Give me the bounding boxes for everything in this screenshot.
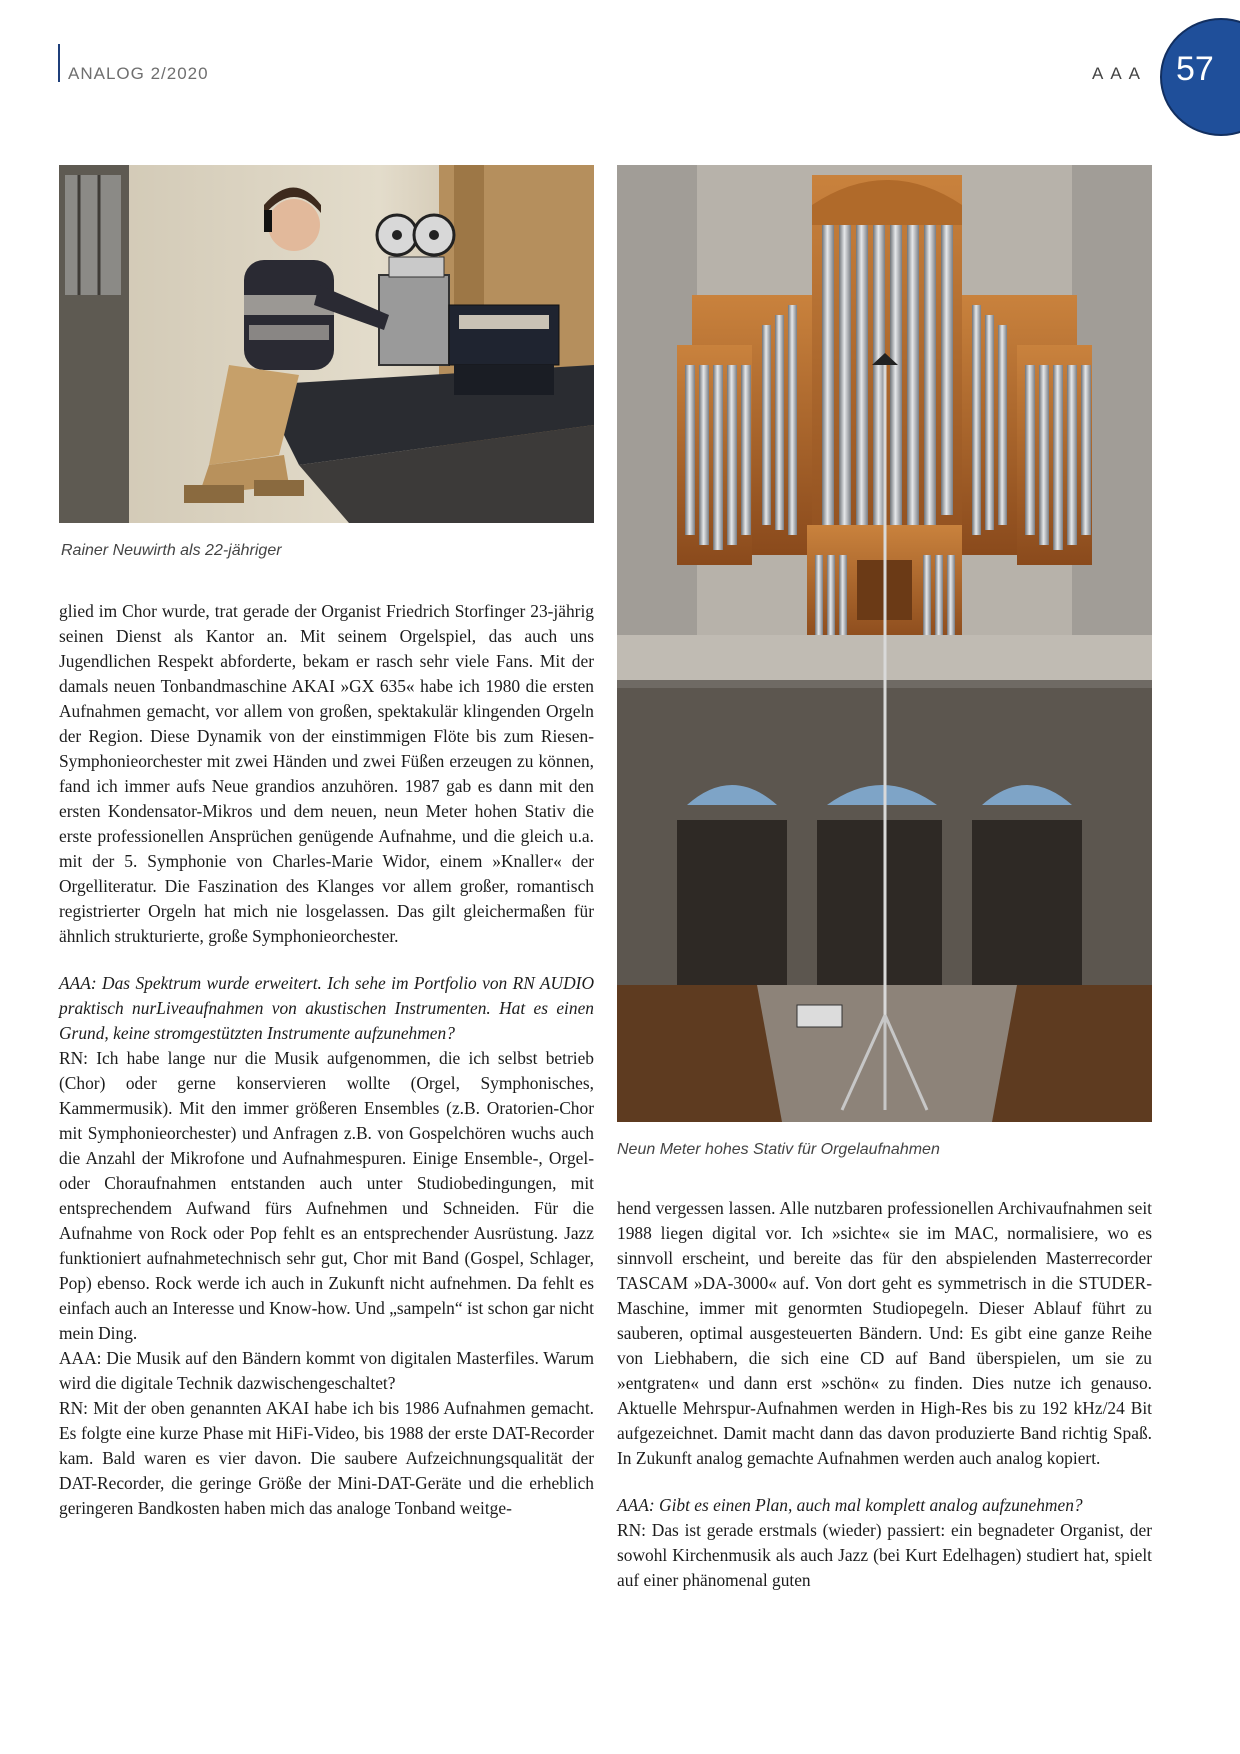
paragraph: glied im Chor wurde, trat gerade der Organist Friedrich Storfinger 23-jährig seinen Dienst als Kantor an. Mit seinem Orgelspiel, das auch uns Jugendlichen Respekt abforderte, bekam er rasch sehr viele Fans. Mit der damals neuen Tonbandmaschine AKAI »GX 635« habe ich 1980 die ersten Aufnahmen gemacht, vor allem von großen, spektakulär klingenden Orgeln der Region. Diese Dynamik von der einstimmigen Flöte bis zum Riesen-Symphonieorchester mit zwei Händen und zwei Füßen erzeugen zu können, fand ich immer aufs Neue grandios anzuhören. 1987 gab es dann mit den ersten Kondensator-Mikros und dem neuen, neun Meter hohen Stativ die erste professionellen Ansprüchen genügende Aufnahme, und die gleich u.a. mit der 5. Symphonie von Charles-Marie Widor, einem »Knaller« der Orgelliteratur. Die Faszination des Klanges vor allem großer, romantisch registrierter Orgeln hat mich nie losgelassen. Das gilt gleichermaßen für ähnlich strukturierte, große Symphonieorchester. (59, 601, 594, 946)
article-column-right (617, 1196, 1152, 1593)
paragraph: RN: Mit der oben genannten AKAI habe ich bis 1986 Aufnahmen gemacht. Es folgte eine kurze Phase mit HiFi-Video, bis 1988 der erste DAT-Recorder kam. Bald waren es vier davon. Die saubere Aufzeichnungsqualität der DAT-Recorder, die geringe Größe der Mini-DAT-Geräte und die erheblich geringeren Bandkosten haben mich das analoge Tonband weitge- (59, 1398, 594, 1518)
interview-question: AAA: Das Spektrum wurde erweitert. Ich sehe im Portfolio von RN AUDIO praktisch nurLiveaufnahmen von akustischen Instrumenten. Hat es einen Grund, keine stromgestützten Instrumente aufzunehmen? (59, 973, 594, 1043)
photo-2-caption: Neun Meter hohes Stativ für Orgelaufnahmen (617, 1141, 940, 1158)
paragraph: RN: Das ist gerade erstmals (wieder) passiert: ein begnadeter Organist, der sowohl Kirchenmusik als auch Jazz (bei Kurt Edelhagen) studiert hat, spielt auf einer phänomenal guten (617, 1520, 1152, 1590)
paragraph: RN: Ich habe lange nur die Musik aufgenommen, die ich selbst betrieb (Chor) oder gerne konservieren wollte (Orgel, Symphonisches, Kammermusik). Mit den immer größeren Ensembles (z.B. Oratorien-Chor mit Symphonieorchester) und Anfragen z.B. von Gospelchören wuchs auch die Anzahl der Mikrofone und Aufnahmespuren. Einige Ensemble-, Orgel- oder Choraufnahmen entstanden auch unter Studiobedingungen, mit entsprechendem Aufwand fürs Aufnehmen und Schneiden. Für die Aufnahme von Rock oder Pop fehlt es an entsprechender Ausrüstung. Jazz funktioniert aufnahmetechnisch sehr gut, Chor mit Band (Gospel, Schlager, Pop) ebenso. Rock werde ich auch in Zukunft nicht aufnehmen. Da fehlt es einfach auch an Interesse und Know-how. Und „sampeln“ ist schon gar nicht mein Ding. (59, 1048, 594, 1343)
photo-organ (617, 165, 1152, 1122)
paragraph: hend vergessen lassen. Alle nutzbaren professionellen Archivaufnahmen seit 1988 liegen digital vor. Ich »sichte« sie im MAC, normalisiere, wo es sinnvoll erscheint, und bereite das für den abspielenden Masterrecorder TASCAM »DA-3000« auf. Von dort geht es symmetrisch in die STUDER-Maschine, immer mit genormten Studiopegeln. Dieser Ablauf führt zu sauberen, optimal ausgesteuerten Bändern. Und: Es gibt eine ganze Reihe von Liebhabern, die sich eine CD auf Band überspielen, um sie zu »entgraten« und dann erst »schön« zu finden. Dies nutze ich genauso. Aktuelle Mehrspur-Aufnahmen werden in High-Res bis zu 192 kHz/24 Bit aufgezeichnet. Damit macht dann das davon produzierte Band richtig Spaß. In Zukunft analog gemachte Aufnahmen werden auch analog kopiert. (617, 1198, 1152, 1468)
photo-tape-machine (59, 165, 594, 523)
article-column-left (59, 599, 594, 1521)
brand-label: AAA (1092, 64, 1148, 83)
photo-1-caption: Rainer Neuwirth als 22-jähriger (61, 542, 282, 559)
issue-label: ANALOG 2/2020 (68, 64, 209, 83)
header-rule (58, 44, 60, 82)
interview-question: AAA: Gibt es einen Plan, auch mal komplett analog aufzunehmen? (617, 1495, 1083, 1515)
paragraph: AAA: Die Musik auf den Bändern kommt von digitalen Masterfiles. Warum wird die digitale Technik dazwischengeschaltet? (59, 1348, 594, 1393)
page-number: 57 (1176, 50, 1214, 88)
